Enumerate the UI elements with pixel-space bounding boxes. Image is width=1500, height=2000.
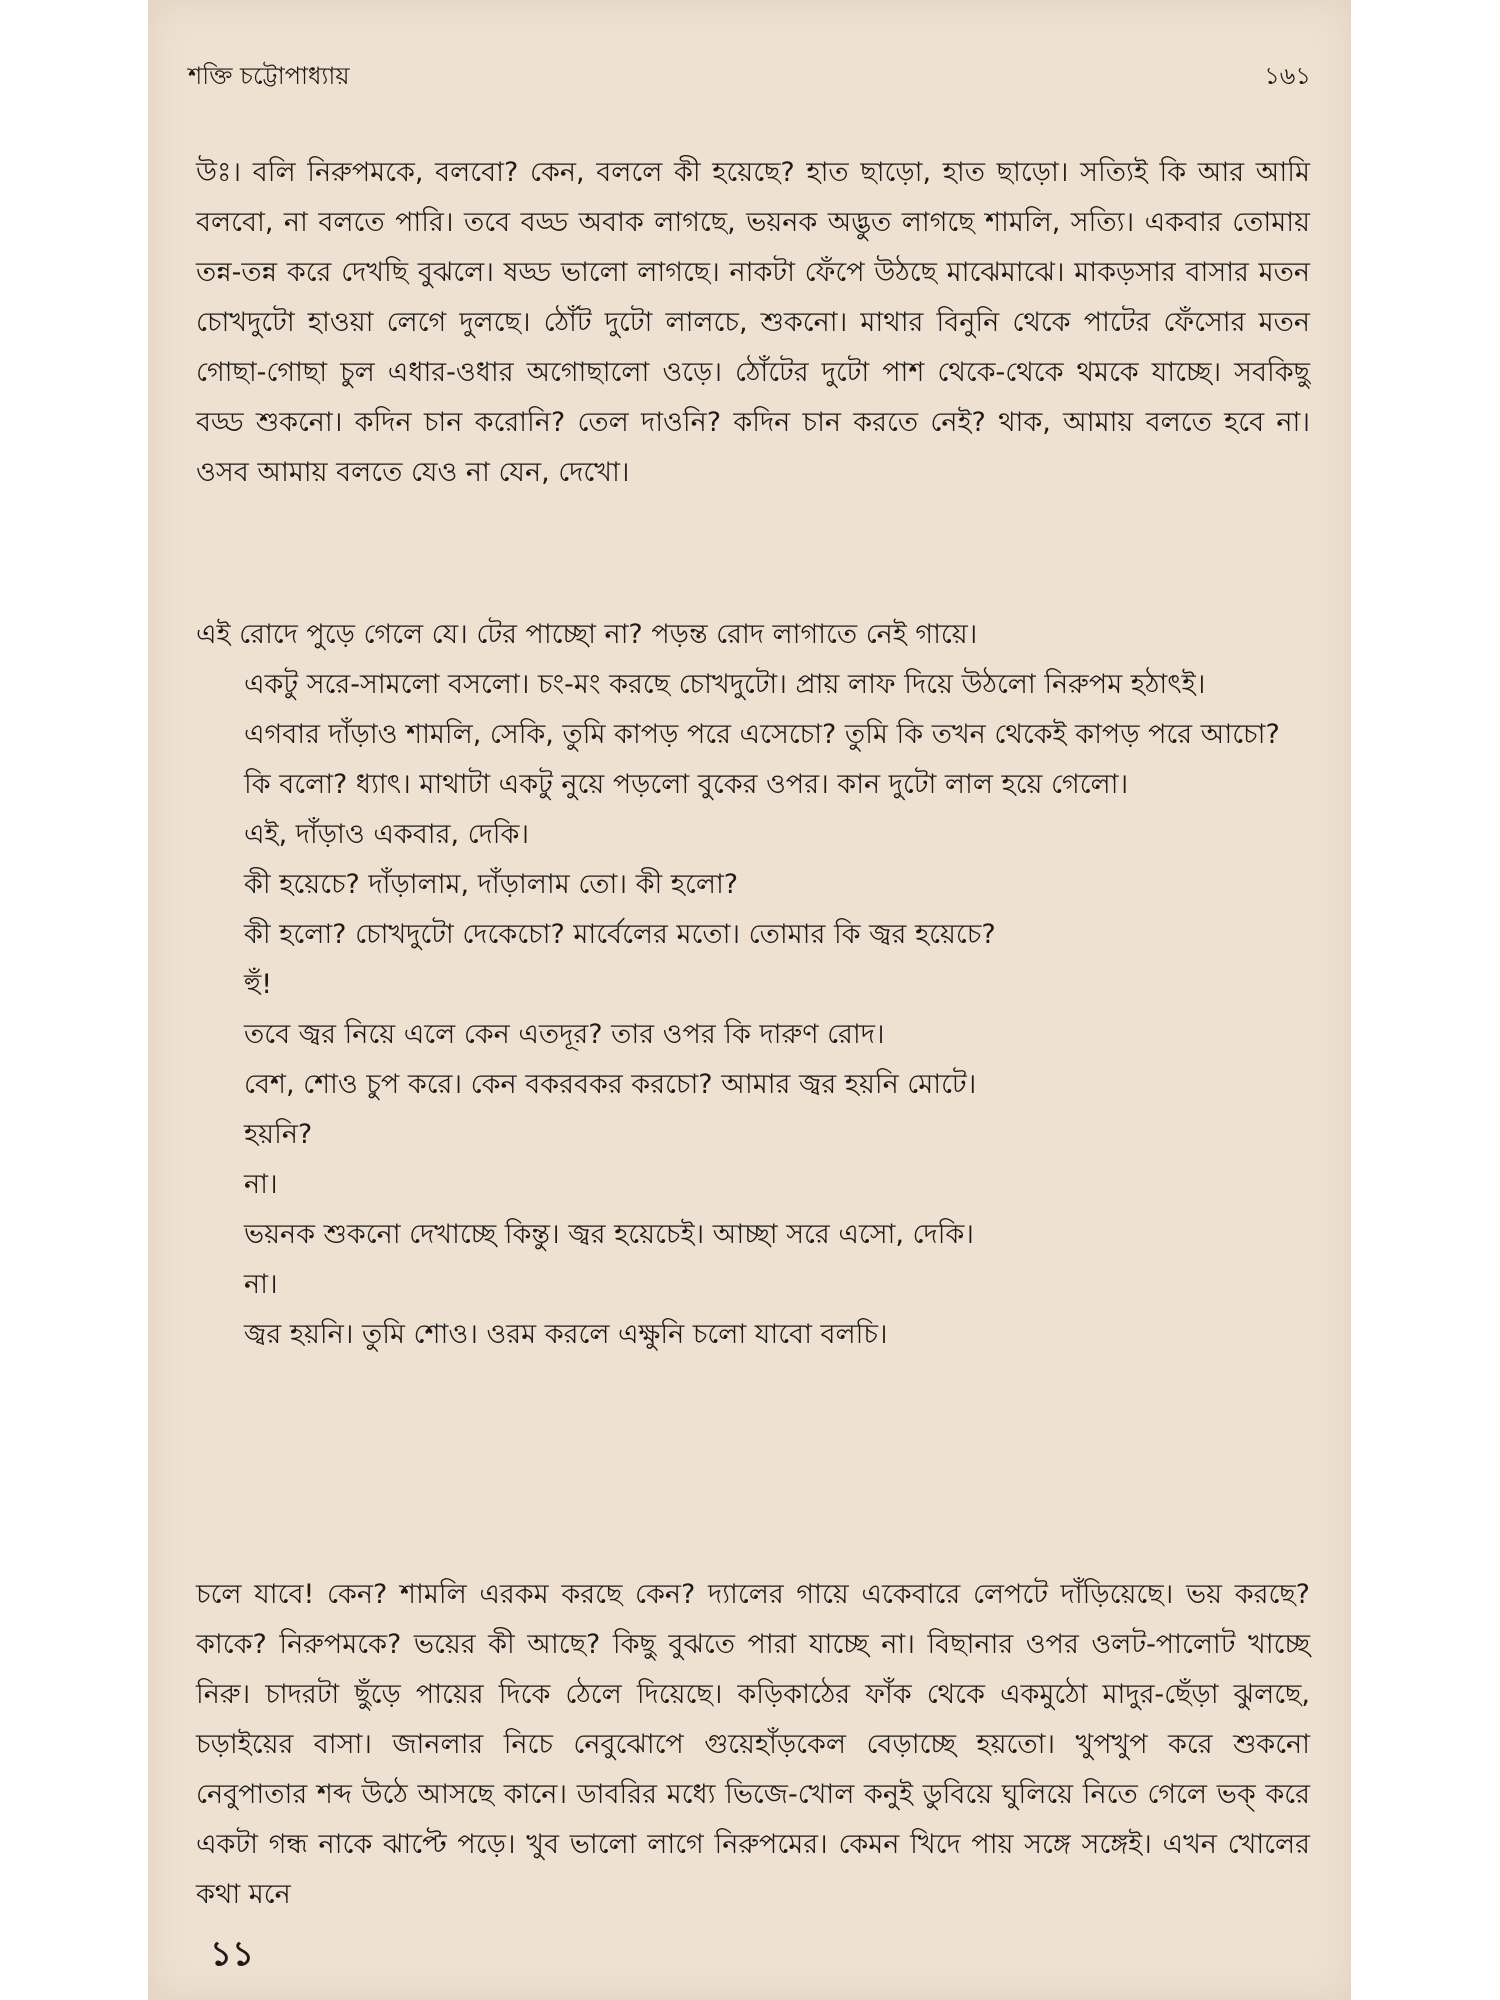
paragraph-block-1 <box>196 148 1310 498</box>
dialogue-line: কী হয়েচে? দাঁড়ালাম, দাঁড়ালাম তো। কী হলো? <box>244 869 739 900</box>
book-page <box>148 0 1351 2000</box>
paragraph-block-3 <box>196 1570 1310 1920</box>
dialogue-line: এই, দাঁড়াও একবার, দেকি। <box>244 819 530 850</box>
running-head-author: শক্তি চট্টোপাধ্যায় <box>188 62 350 90</box>
dialogue-line: একটু সরে-সামলো বসলো। চং-মং করছে চোখদুটো। প্রায় লাফ দিয়ে উঠলো নিরুপম হঠাৎই। <box>244 669 1206 700</box>
paragraph: এই রোদে পুড়ে গেলে যে। টের পাচ্ছো না? পড়ন্ত রোদ লাগাতে নেই গায়ে। <box>196 619 978 650</box>
paragraph: চলে যাবে! কেন? শামলি এরকম করছে কেন? দ্যালের গায়ে একেবারে লেপটে দাঁড়িয়েছে। ভয় করছে? কাকে? নিরুপমকে? ভয়ের কী আছে? কিছু বুঝতে পারা যাচ্ছে না। বিছানার ওপর ওলট-পালোট খাচ্ছে নিরু। চাদরটা ছুঁড়ে পায়ের দিকে ঠেলে দিয়েছে। কড়িকাঠের ফাঁক থেকে একমুঠো মাদুর-ছেঁড়া ঝুলছে, চড়াইয়ের বাসা। জানলার নিচে নেবুঝোপে গুয়েহাঁড়কেল বেড়াচ্ছে হয়তো। খুপখুপ করে শুকনো নেবুপাতার শব্দ উঠে আসছে কানে। ডাবরির মধ্যে ভিজে-খোল কনুই ডুবিয়ে ঘুলিয়ে নিতে গেলে ভক্ করে একটা গন্ধ নাকে ঝাপ্টে পড়ে। খুব ভালো লাগে নিরুপমের। কেমন খিদে পায় সঙ্গে সঙ্গেই। এখন খোলের কথা মনে <box>196 1579 1310 1910</box>
page-header <box>188 58 1311 98</box>
dialogue-line: কি বলো? ধ্যাৎ। মাথাটা একটু নুয়ে পড়লো বুকের ওপর। কান দুটো লাল হয়ে গেলো। <box>244 769 1129 800</box>
dialogue-block <box>196 610 1310 1360</box>
dialogue-line: জ্বর হয়নি। তুমি শোও। ওরম করলে এক্ষুনি চলো যাবো বলচি। <box>244 1319 888 1350</box>
signature-mark: ১১ <box>210 1934 255 1974</box>
dialogue-line: তবে জ্বর নিয়ে এলে কেন এতদূর? তার ওপর কি দারুণ রোদ। <box>244 1019 885 1050</box>
dialogue-line: কী হলো? চোখদুটো দেকেচো? মার্বেলের মতো। তোমার কি জ্বর হয়েচে? <box>244 919 996 950</box>
dialogue-line: না। <box>244 1169 278 1200</box>
page-number: ১৬১ <box>1264 62 1311 90</box>
dialogue-line: হুঁ! <box>244 969 273 1000</box>
paragraph: উঃ। বলি নিরুপমকে, বলবো? কেন, বললে কী হয়েছে? হাত ছাড়ো, হাত ছাড়ো। সত্যিই কি আর আমি বলবো, না বলতে পারি। তবে বড্ড অবাক লাগছে, ভয়নক অদ্ভুত লাগছে শামলি, সত্যি। একবার তোমায় তন্ন-তন্ন করে দেখছি বুঝলে। ষড্ড ভালো লাগছে। নাকটা ফেঁপে উঠছে মাঝেমাঝে। মাকড়সার বাসার মতন চোখদুটো হাওয়া লেগে দুলছে। ঠোঁট দুটো লালচে, শুকনো। মাথার বিনুনি থেকে পাটের ফেঁসোর মতন গোছা-গোছা চুল এধার-ওধার অগোছালো ওড়ে। ঠোঁটের দুটো পাশ থেকে-থেকে থমকে যাচ্ছে। সবকিছু বড্ড শুকনো। কদিন চান করোনি? তেল দাওনি? কদিন চান করতে নেই? থাক, আমায় বলতে হবে না। ওসব আমায় বলতে যেও না যেন, দেখো। <box>196 157 1310 488</box>
dialogue-line: বেশ, শোও চুপ করে। কেন বকরবকর করচো? আমার জ্বর হয়নি মোটে। <box>244 1069 977 1100</box>
dialogue-line: ভয়নক শুকনো দেখাচ্ছে কিন্তু। জ্বর হয়েচেই। আচ্ছা সরে এসো, দেকি। <box>244 1219 974 1250</box>
dialogue-line: এগবার দাঁড়াও শামলি, সেকি, তুমি কাপড় পরে এসেচো? তুমি কি তখন থেকেই কাপড় পরে আচো? <box>244 719 1280 750</box>
dialogue-line: না। <box>244 1269 278 1300</box>
dialogue-line: হয়নি? <box>244 1119 313 1150</box>
